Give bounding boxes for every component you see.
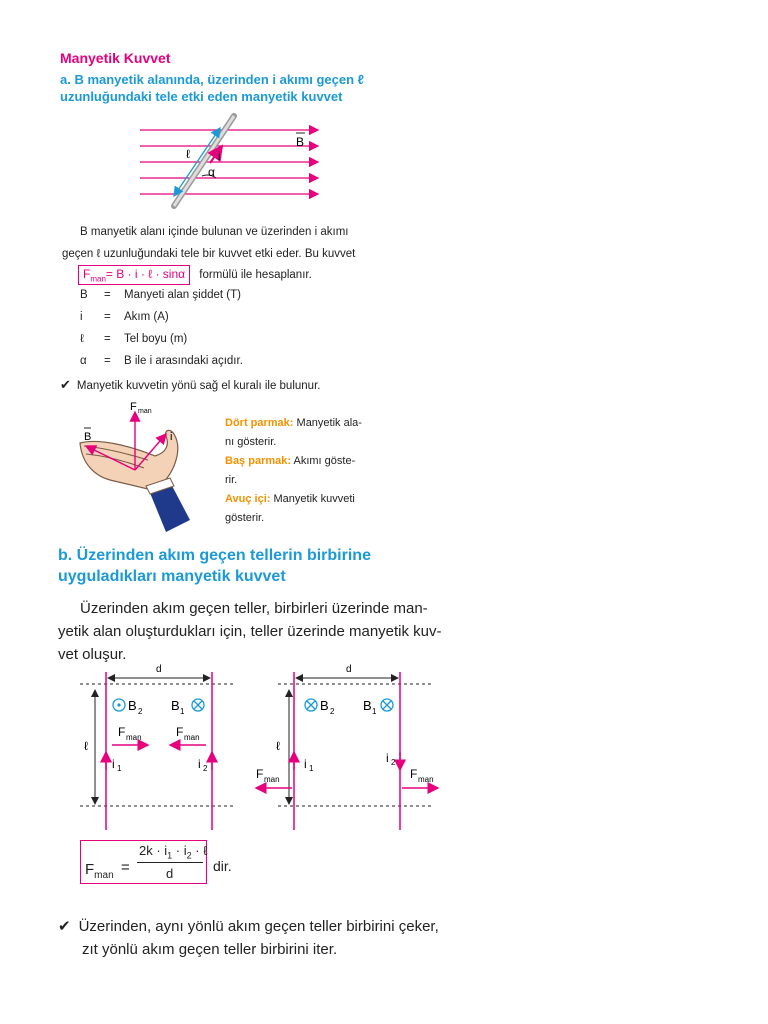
check-icon: ✔ — [58, 918, 71, 935]
svg-text:F: F — [410, 767, 418, 781]
left-d-label: d — [156, 664, 162, 675]
para-b-line2: yetik alan oluşturdukları için, teller üzerinde manyetik kuv- — [58, 623, 442, 640]
hand-b-label: B — [84, 431, 92, 443]
fig1-b-label: B — [296, 135, 305, 149]
para-b-line1: Üzerinden akım geçen teller, birbirleri üzerinde man- — [80, 600, 428, 617]
svg-text:2: 2 — [138, 707, 143, 716]
def-row: i = Akım (A) — [80, 311, 169, 323]
svg-text:2: 2 — [203, 764, 208, 773]
svg-text:F: F — [118, 725, 126, 739]
formula-after: formülü ile hesaplanır. — [199, 269, 312, 281]
svg-text:B: B — [128, 698, 137, 713]
para-a-line2: geçen ℓ uzunluğundaki tele bir kuvvet etki eder. Bu kuvvet — [62, 248, 356, 260]
def-row: α = B ile i arasındaki açıdır. — [80, 355, 243, 367]
check-icon: ✔ — [60, 377, 71, 392]
note-thumb-cont: rir. — [225, 474, 238, 486]
note-palm-cont: gösterir. — [225, 512, 265, 524]
svg-text:man: man — [184, 733, 200, 742]
svg-text:2: 2 — [391, 758, 396, 767]
formula2-after: dir. — [213, 858, 232, 874]
svg-text:man: man — [418, 775, 434, 784]
formula-box: $F_{man}= B \cdot i$ · ℓ · sinα — [78, 265, 190, 285]
svg-text:F: F — [256, 767, 264, 781]
svg-text:F: F — [176, 725, 184, 739]
force-between-wires-formula: $F_{man}$ = $2k \cdot i_1 \cdot i_2$ · ℓ d — [80, 840, 207, 884]
note-thumb: Baş parmak: Akımı göste- — [225, 455, 356, 467]
svg-text:1: 1 — [180, 707, 185, 716]
hand-f-sub: man — [138, 408, 152, 415]
para-a-line1: B manyetik alanı içinde bulunan ve üzerinden i akımı — [80, 226, 349, 238]
parallel-wires-same-direction — [78, 660, 238, 830]
fig1-l-label: ℓ — [186, 147, 190, 161]
subtitle-a-line1: a. B manyetik alanında, üzerinden i akımı geçen ℓ — [60, 72, 365, 87]
def-row: ℓ = Tel boyu (m) — [80, 333, 188, 345]
svg-text:B: B — [363, 698, 372, 713]
section-b-title-line2: uyguladıkları manyetik kuvvet — [58, 568, 286, 585]
svg-text:i: i — [386, 751, 389, 765]
note-palm: Avuç içi: Manyetik kuvveti — [225, 493, 355, 505]
svg-text:1: 1 — [117, 764, 122, 773]
svg-text:B: B — [320, 698, 329, 713]
svg-text:man: man — [126, 733, 142, 742]
fig1-alpha-label: α — [208, 165, 215, 179]
svg-text:i: i — [112, 757, 115, 771]
hand-notes — [225, 414, 385, 528]
right-l-label: ℓ — [276, 739, 280, 753]
hand-f-label: F — [130, 401, 137, 413]
svg-text:man: man — [264, 775, 280, 784]
para-b-line3: vet oluşur. — [58, 646, 127, 663]
formula-row — [78, 265, 312, 285]
svg-text:i: i — [304, 757, 307, 771]
subtitle-a-line2: uzunluğundaki tele etki eden manyetik kuvvet — [60, 89, 343, 104]
conclusion: ✔ Üzerinden, aynı yönlü akım geçen teller birbirini çeker, zıt yönlü akım geçen teller birbirini iter. — [58, 918, 439, 958]
hand-i-label: i — [170, 431, 173, 443]
right-d-label: d — [346, 664, 352, 675]
right-hand-rule-figure — [70, 398, 220, 533]
parallel-wires-opposite-direction — [250, 660, 450, 830]
def-row: B = Manyeti alan şiddet (T) — [80, 289, 241, 301]
svg-text:B: B — [171, 698, 180, 713]
note-fingers-cont: nı gösterir. — [225, 436, 277, 448]
svg-text:1: 1 — [309, 764, 314, 773]
svg-text:i: i — [198, 757, 201, 771]
note-fingers: Dört parmak: Manyetik ala- — [225, 417, 362, 429]
fig1-i-label: i — [218, 149, 221, 163]
section-title: Manyetik Kuvvet — [60, 50, 171, 66]
rule-line: ✔ Manyetik kuvvetin yönü sağ el kuralı ile bulunur. — [60, 377, 321, 392]
svg-text:1: 1 — [372, 707, 377, 716]
left-l-label: ℓ — [84, 739, 88, 753]
section-b-title-line1: b. Üzerinden akım geçen tellerin birbirine — [58, 547, 371, 564]
svg-text:2: 2 — [330, 707, 335, 716]
wire-field-figure — [130, 108, 330, 213]
